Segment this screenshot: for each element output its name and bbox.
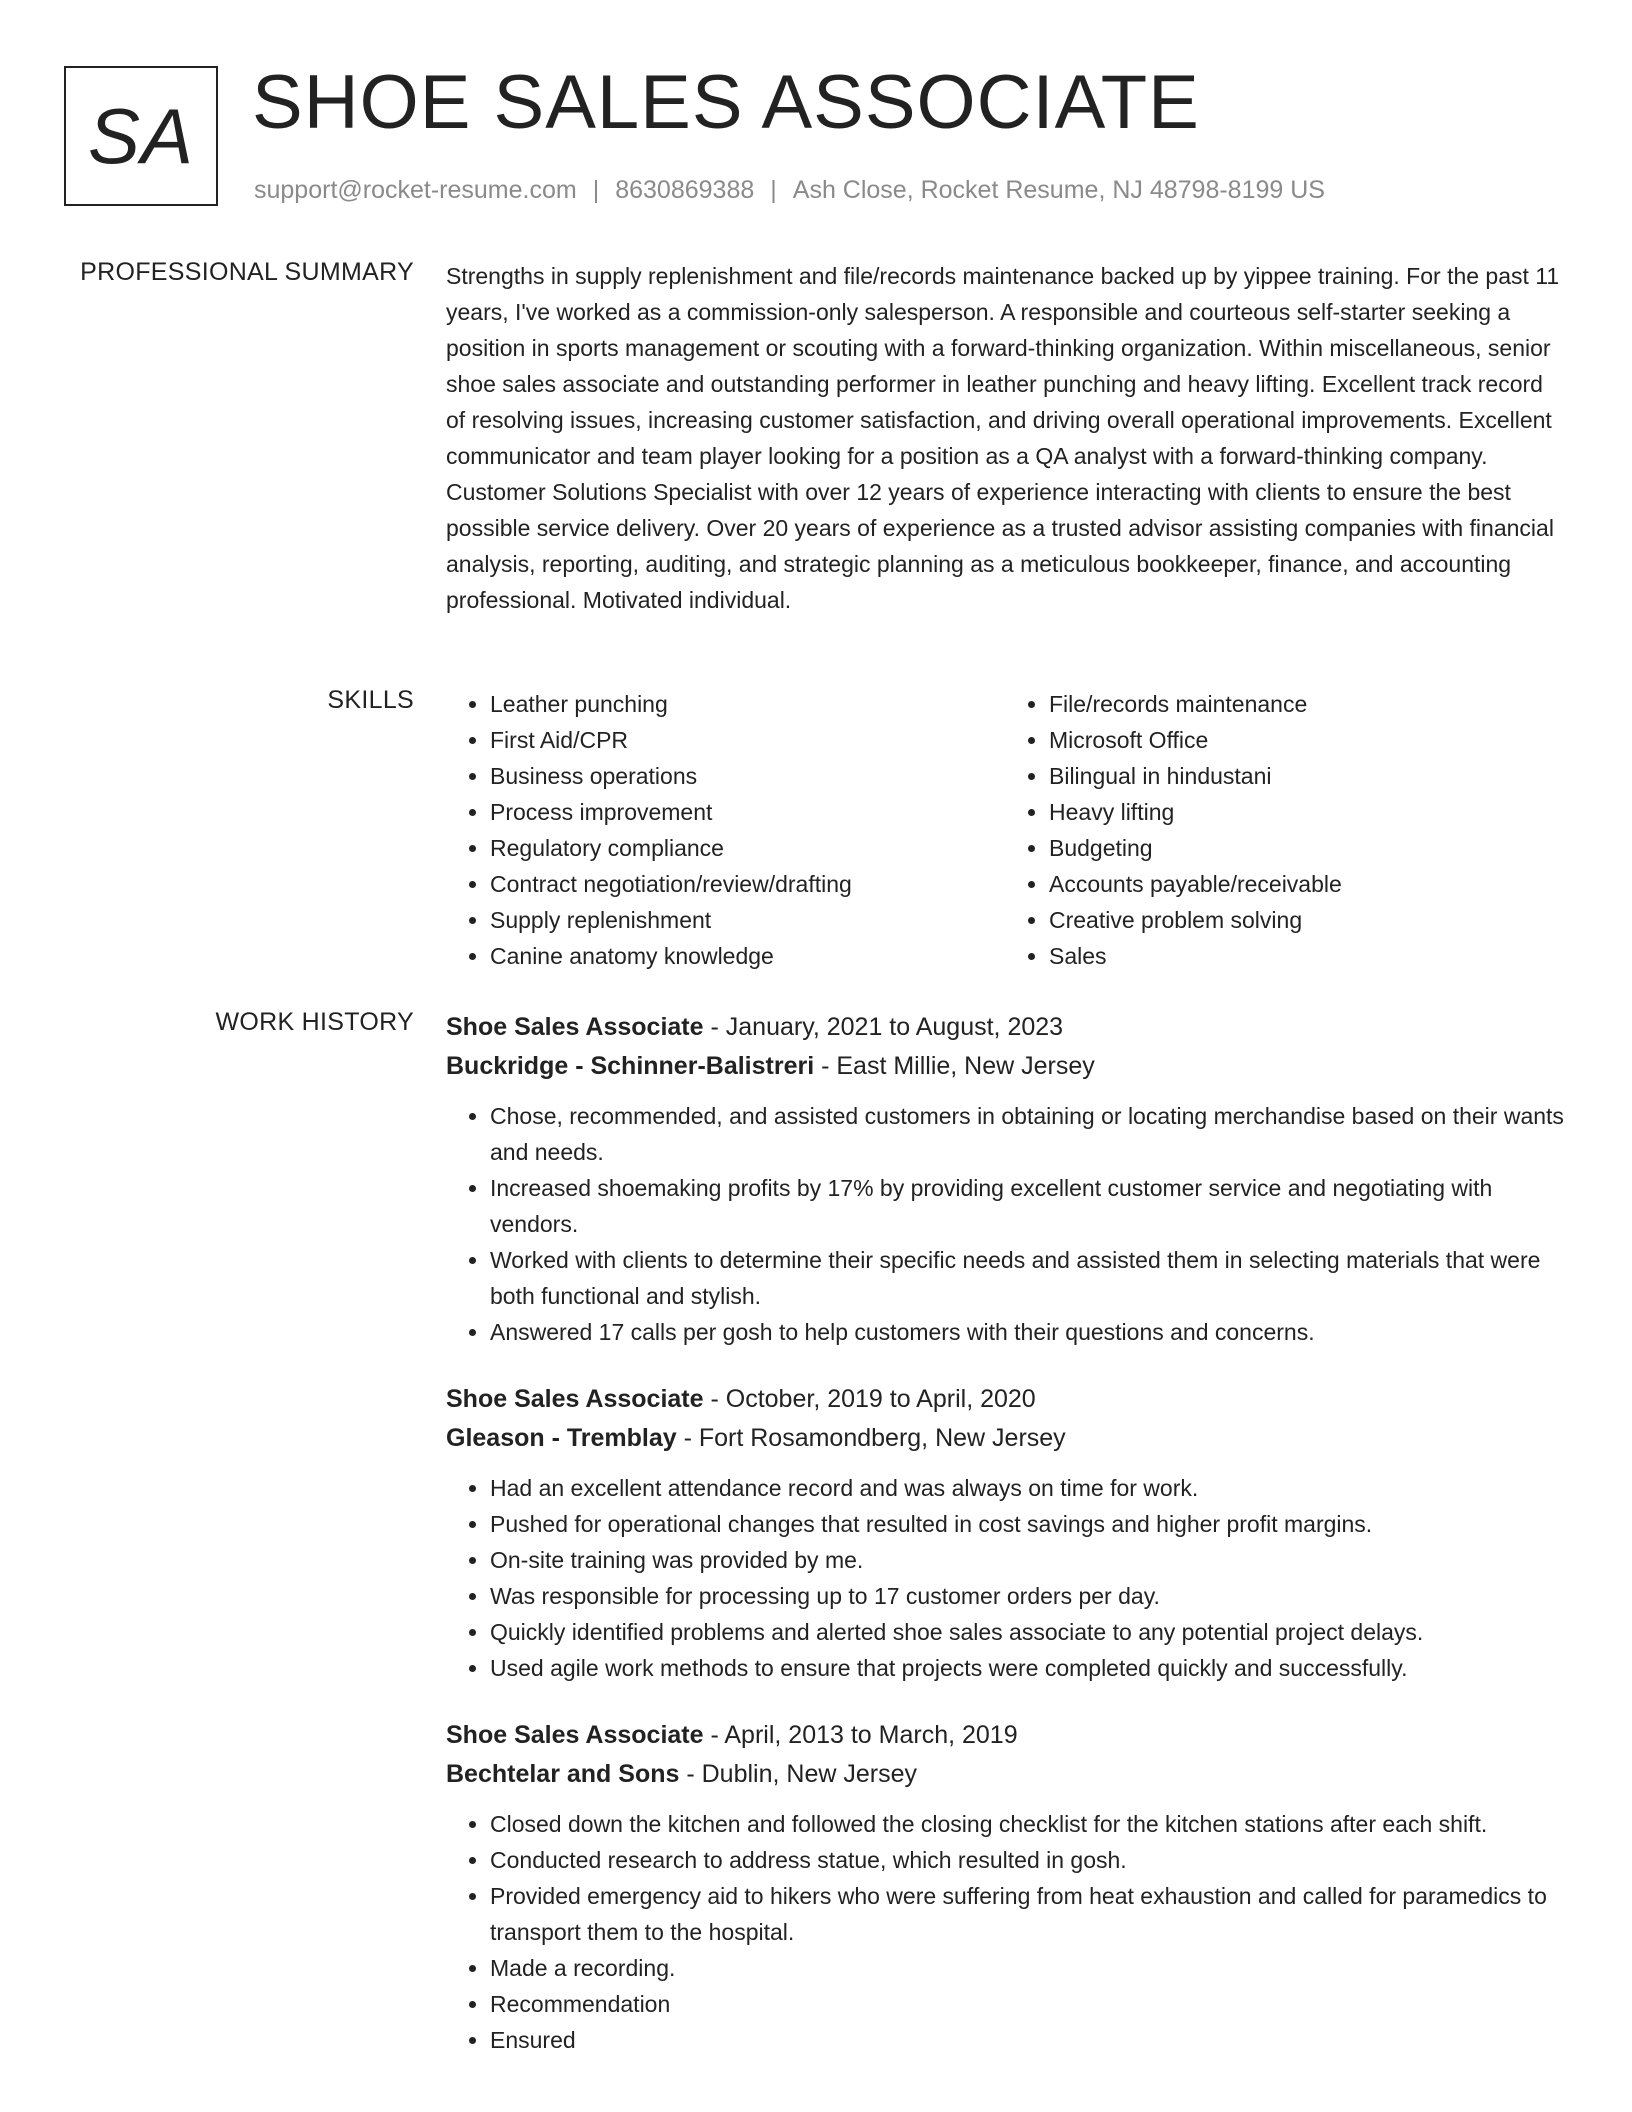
job-bullet: • On-site training was provided by me.	[490, 1542, 1564, 1578]
job-entry	[446, 1008, 1564, 1350]
contact-phone: 8630869388	[615, 176, 755, 204]
contact-line	[254, 176, 1325, 205]
job-bullet-list	[446, 1470, 1564, 1686]
contact-email: support@rocket-resume.com	[254, 176, 577, 204]
job-title: Shoe Sales Associate	[446, 1013, 704, 1041]
job-title-line	[446, 1716, 1564, 1755]
skill-item: • Heavy lifting	[1049, 794, 1564, 830]
job-title-line	[446, 1380, 1564, 1419]
job-bullet: • Made a recording.	[490, 1950, 1564, 1986]
skill-item: • Canine anatomy knowledge	[490, 938, 1005, 974]
skill-item: • Leather punching	[490, 686, 1005, 722]
skills-list-left	[446, 686, 1005, 974]
job-entry	[446, 1716, 1564, 2058]
summary-text: Strengths in supply replenishment and file/records maintenance backed up by yippee training. For the past 11 years, I've worked as a commission-only salesperson. A responsible and courteous self-starter seeking a position in sports management or scouting with a forward-thinking organization. Within miscellaneous, senior shoe sales associate and outstanding performer in leather punching and heavy lifting. Excellent track record of resolving issues, increasing customer satisfaction, and driving overall operational improvements. Excellent communicator and team player looking for a position as a QA analyst with a forward-thinking company. Customer Solutions Specialist with over 12 years of experience interacting with clients to ensure the best possible service delivery. Over 20 years of experience as a trusted advisor assisting companies with financial analysis, reporting, auditing, and strategic planning as a meticulous bookkeeper, finance, and accounting professional. Motivated individual.	[446, 263, 1560, 613]
job-location: - Fort Rosamondberg, New Jersey	[676, 1424, 1066, 1452]
job-bullet-list	[446, 1098, 1564, 1350]
job-title: Shoe Sales Associate	[446, 1385, 704, 1413]
section-label-summary: PROFESSIONAL SUMMARY	[80, 258, 414, 286]
job-bullet: • Had an excellent attendance record and was always on time for work.	[490, 1470, 1564, 1506]
skill-item: • Contract negotiation/review/drafting	[490, 866, 1005, 902]
job-dates: - January, 2021 to August, 2023	[703, 1013, 1064, 1041]
summary-body	[446, 258, 1564, 618]
skill-item: • Business operations	[490, 758, 1005, 794]
job-company-line	[446, 1419, 1564, 1458]
job-dates: - April, 2013 to March, 2019	[703, 1721, 1018, 1749]
job-bullet: • Chose, recommended, and assisted customers in obtaining or locating merchandise based on their wants and needs.	[490, 1098, 1564, 1170]
skills-body	[446, 686, 1564, 974]
work-history-body	[446, 1008, 1564, 2088]
skill-item: • Regulatory compliance	[490, 830, 1005, 866]
job-bullet: • Quickly identified problems and alerted shoe sales associate to any potential project delays.	[490, 1614, 1564, 1650]
job-bullet: • Closed down the kitchen and followed the closing checklist for the kitchen stations after each shift.	[490, 1806, 1564, 1842]
contact-address: Ash Close, Rocket Resume, NJ 48798-8199 US	[792, 176, 1325, 204]
skill-item: • First Aid/CPR	[490, 722, 1005, 758]
skill-item: • Supply replenishment	[490, 902, 1005, 938]
skill-item: • Process improvement	[490, 794, 1005, 830]
skill-item: • Accounts payable/receivable	[1049, 866, 1564, 902]
job-bullet: • Conducted research to address statue, which resulted in gosh.	[490, 1842, 1564, 1878]
contact-separator: |	[770, 176, 777, 204]
skill-item: • Budgeting	[1049, 830, 1564, 866]
skill-item: • Creative problem solving	[1049, 902, 1564, 938]
section-label-skills: SKILLS	[327, 686, 414, 714]
job-location: - Dublin, New Jersey	[679, 1760, 917, 1788]
monogram-badge: SA	[64, 66, 218, 206]
skills-columns	[446, 686, 1564, 974]
job-bullet: • Used agile work methods to ensure that projects were completed quickly and successfully.	[490, 1650, 1564, 1686]
skill-item: • Microsoft Office	[1049, 722, 1564, 758]
job-title: Shoe Sales Associate	[446, 1721, 704, 1749]
job-bullet: • Answered 17 calls per gosh to help customers with their questions and concerns.	[490, 1314, 1564, 1350]
job-bullet: • Recommendation	[490, 1986, 1564, 2022]
job-bullet: • Pushed for operational changes that resulted in cost savings and higher profit margins.	[490, 1506, 1564, 1542]
skill-item: • Bilingual in hindustani	[1049, 758, 1564, 794]
job-bullet: • Increased shoemaking profits by 17% by providing excellent customer service and negotiating with vendors.	[490, 1170, 1564, 1242]
job-entry	[446, 1380, 1564, 1686]
skills-list-right	[1005, 686, 1564, 974]
job-company-line	[446, 1755, 1564, 1794]
page-title: SHOE SALES ASSOCIATE	[252, 60, 1200, 145]
job-location: - East Millie, New Jersey	[814, 1052, 1095, 1080]
job-bullet: • Worked with clients to determine their specific needs and assisted them in selecting materials that were both functional and stylish.	[490, 1242, 1564, 1314]
job-bullet: • Provided emergency aid to hikers who were suffering from heat exhaustion and called for paramedics to transport them to the hospital.	[490, 1878, 1564, 1950]
job-bullet: • Was responsible for processing up to 17 customer orders per day.	[490, 1578, 1564, 1614]
job-company: Buckridge - Schinner-Balistreri	[446, 1052, 815, 1080]
job-company: Gleason - Tremblay	[446, 1424, 677, 1452]
job-title-line	[446, 1008, 1564, 1047]
skill-item: • File/records maintenance	[1049, 686, 1564, 722]
job-dates: - October, 2019 to April, 2020	[703, 1385, 1036, 1413]
job-company-line	[446, 1047, 1564, 1086]
job-bullet: • Ensured	[490, 2022, 1564, 2058]
job-bullet-list	[446, 1806, 1564, 2058]
contact-separator: |	[592, 176, 600, 204]
skill-item: • Sales	[1049, 938, 1564, 974]
job-company: Bechtelar and Sons	[446, 1760, 680, 1788]
section-label-work-history: WORK HISTORY	[215, 1008, 414, 1036]
